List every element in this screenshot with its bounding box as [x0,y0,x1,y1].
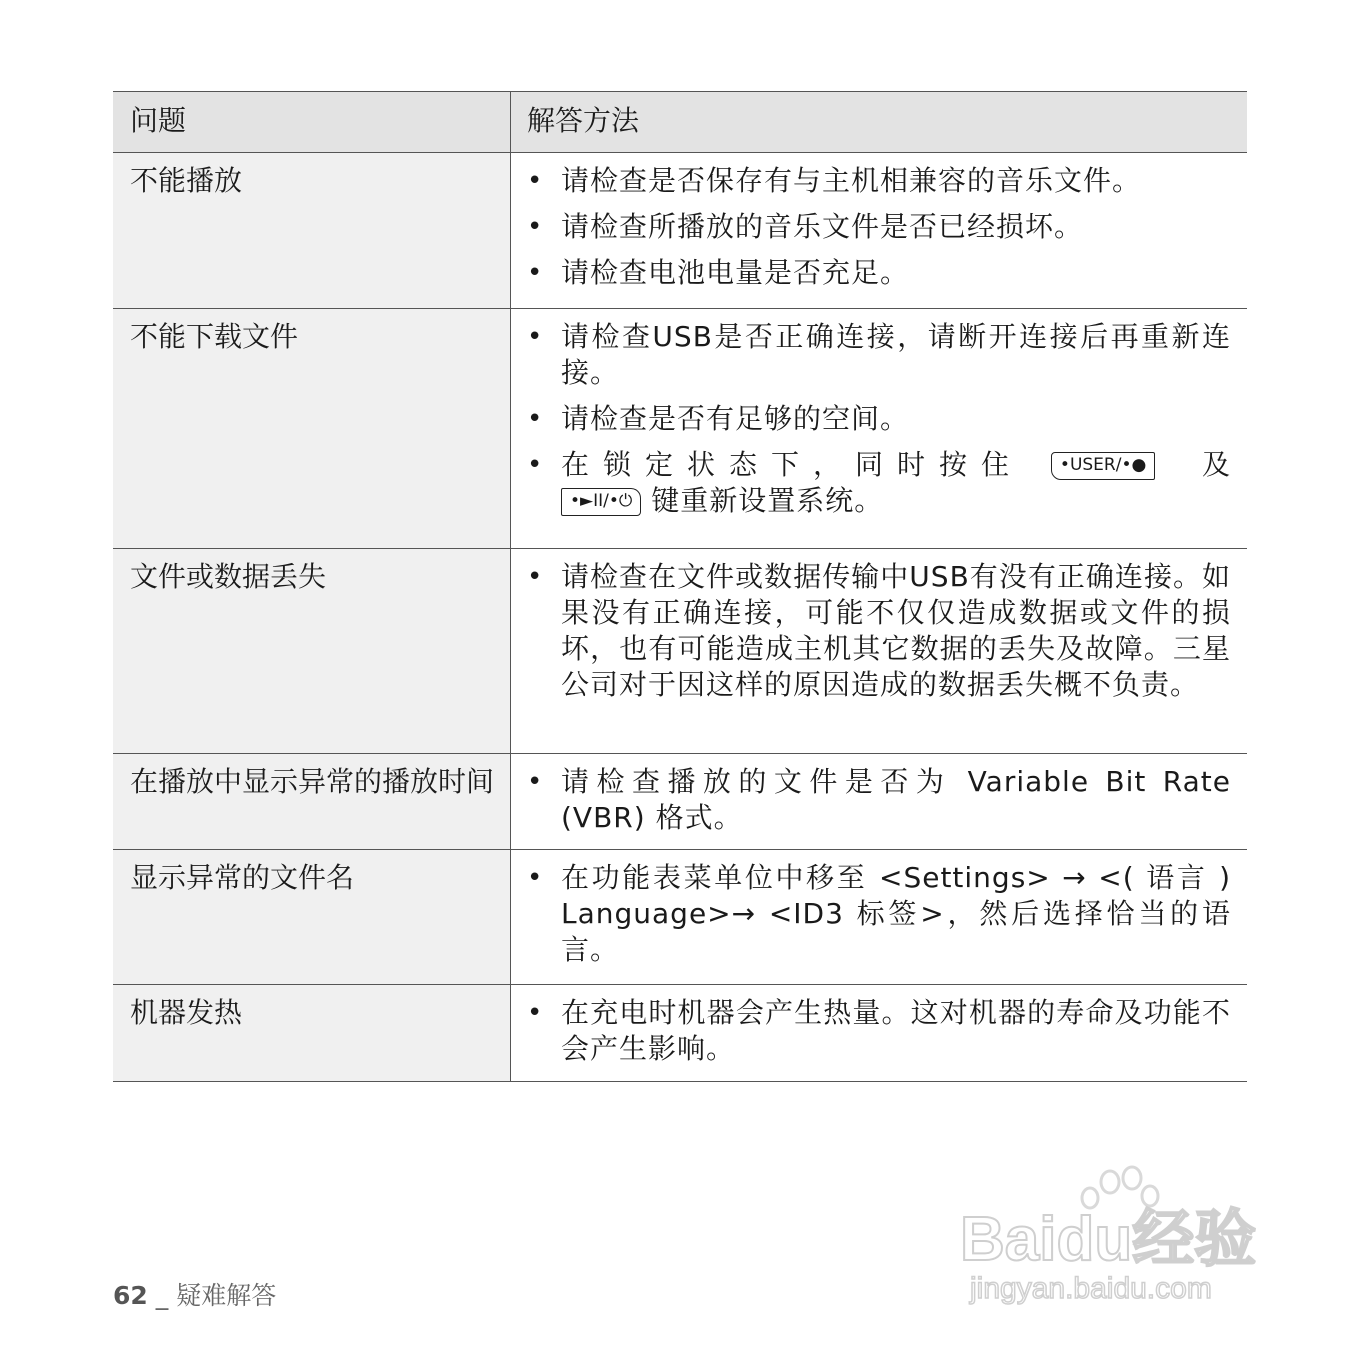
header-answer: 解答方法 [511,92,1247,152]
page-footer [113,1276,276,1312]
row-question: 显示异常的文件名 [113,850,511,984]
answer-item: • 请检查电池电量是否充足。 [527,255,1231,291]
table-row [113,754,1247,850]
answer-item: • 请检查是否保存有与主机相兼容的音乐文件。 [527,163,1231,199]
table-row [113,153,1247,309]
row-question: 在播放中显示异常的播放时间 [113,754,511,849]
and-text: 及 [1201,448,1231,481]
answer-item-reset [527,447,1231,519]
row-question: 机器发热 [113,985,511,1081]
table-row [113,985,1247,1082]
answer-item: • 在功能表菜单位中移至 <Settings> → <( 语言 ) Language>→ <ID3 标签>，然后选择恰当的语言。 [527,860,1231,968]
row-question: 不能播放 [113,153,511,308]
answer-item: • 请检查在文件或数据传输中USB有没有正确连接。如果没有正确连接，可能不仅仅造成数据或文件的损坏，也有可能造成主机其它数据的丢失及故障。三星公司对于因这样的原因造成的数据丢失概不负责。 [527,559,1231,703]
baidu-watermark-logo [960,1160,1280,1310]
table-row [113,549,1247,754]
lock-text: 在锁定状态下，同时按住 [561,448,1024,481]
user-key-icon: •USER/•● [1051,452,1155,480]
header-question: 问题 [113,92,511,152]
table-header [113,92,1247,153]
page-number: 62 [113,1281,148,1310]
troubleshooting-table [113,91,1247,1082]
watermark-url: jingyan.baidu.com [970,1272,1212,1305]
answer-item: • 在充电时机器会产生热量。这对机器的寿命及功能不会产生影响。 [527,995,1231,1067]
answer-item: • 请检查是否有足够的空间。 [527,401,1231,437]
table-row [113,309,1247,549]
play-pause-key-icon: •►II/•⏻ [561,488,641,516]
section-title: _ 疑难解答 [155,1281,277,1310]
table-row [113,850,1247,985]
answer-item: • 请检查所播放的音乐文件是否已经损坏。 [527,209,1231,245]
row-question: 不能下载文件 [113,309,511,548]
answer-item: • 请检查USB是否正确连接，请断开连接后再重新连接。 [527,319,1231,391]
reset-text: 键重新设置系统。 [651,484,884,517]
answer-item: • 请检查播放的文件是否为 Variable Bit Rate (VBR) 格式。 [527,764,1231,836]
watermark-brand: Baidu经验 [960,1205,1257,1274]
row-question: 文件或数据丢失 [113,549,511,753]
